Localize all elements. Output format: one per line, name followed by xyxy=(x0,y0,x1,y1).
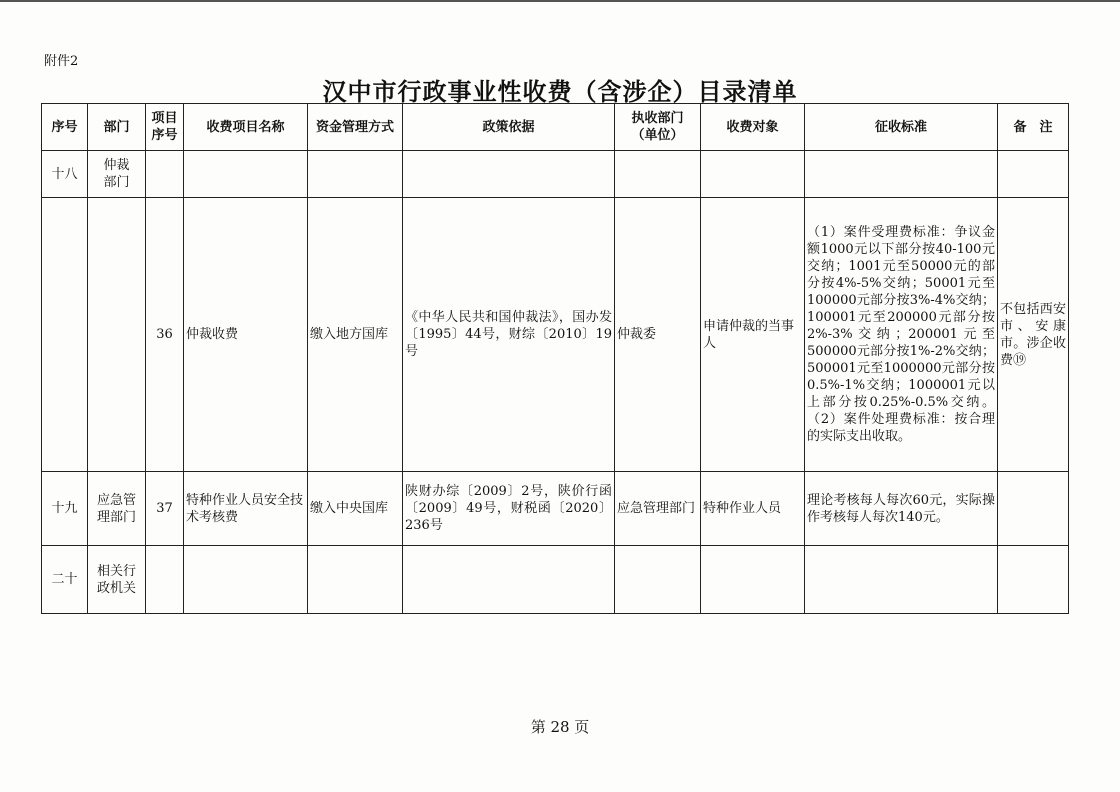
cell-dept: 仲裁 部门 xyxy=(88,151,146,198)
table-row xyxy=(42,198,1069,472)
cell-fund xyxy=(308,151,403,198)
cell-fund: 缴入地方国库 xyxy=(308,198,403,472)
cell-target xyxy=(701,151,805,198)
cell-remark xyxy=(998,546,1069,614)
cell-remark: 不包括西安市、安康市。涉企收费⑲ xyxy=(998,198,1069,472)
cell-target xyxy=(701,546,805,614)
cell-item-seq: 37 xyxy=(146,472,184,546)
cell-standard: （1）案件受理费标准：争议金额1000元以下部分按40-100元交纳；1001元至50000元的部分按4%-5%交纳；50001元至100000元部分按3%-4%交纳；100001元至200000元部分按2%-3%交纳；200001元至500000元部分按1%-2%交纳；500001元至1000000元部分按0.5%-1%交纳；1000001元以上部分按0.25%-0.5%交纳。（2）案件处理费标准：按合理的实际支出收取。 xyxy=(805,198,998,472)
cell-dept: 相关行 政机关 xyxy=(88,546,146,614)
header-name: 收费项目名称 xyxy=(184,104,308,151)
cell-policy xyxy=(403,151,615,198)
scan-border xyxy=(0,0,1120,2)
attachment-label: 附件2 xyxy=(44,54,79,69)
cell-policy: 《中华人民共和国仲裁法》，国办发〔1995〕44号，财综〔2010〕19号 xyxy=(403,198,615,472)
cell-target: 特种作业人员 xyxy=(701,472,805,546)
cell-seq: 二十 xyxy=(42,546,88,614)
page-title: 汉中市行政事业性收费（含涉企）目录清单 xyxy=(322,77,798,106)
cell-remark xyxy=(998,151,1069,198)
header-policy: 政策依据 xyxy=(403,104,615,151)
cell-collector: 应急管理部门 xyxy=(615,472,701,546)
cell-dept: 应急管 理部门 xyxy=(88,472,146,546)
cell-standard xyxy=(805,151,998,198)
cell-standard: 理论考核每人每次60元，实际操作考核每人每次140元。 xyxy=(805,472,998,546)
cell-fund xyxy=(308,546,403,614)
cell-collector xyxy=(615,546,701,614)
cell-policy: 陕财办综〔2009〕2号，陕价行函〔2009〕49号，财税函〔2020〕236号 xyxy=(403,472,615,546)
cell-collector: 仲裁委 xyxy=(615,198,701,472)
cell-seq: 十九 xyxy=(42,472,88,546)
cell-item-seq: 36 xyxy=(146,198,184,472)
fee-table xyxy=(41,103,1069,614)
cell-standard xyxy=(805,546,998,614)
page-number: 第 28 页 xyxy=(530,718,590,736)
cell-name xyxy=(184,151,308,198)
header-item-seq: 项目 序号 xyxy=(146,104,184,151)
header-fund: 资金管理方式 xyxy=(308,104,403,151)
cell-name xyxy=(184,546,308,614)
table-row xyxy=(42,151,1069,198)
cell-name: 仲裁收费 xyxy=(184,198,308,472)
cell-item-seq xyxy=(146,151,184,198)
cell-fund: 缴入中央国库 xyxy=(308,472,403,546)
header-target: 收费对象 xyxy=(701,104,805,151)
cell-remark xyxy=(998,472,1069,546)
cell-item-seq xyxy=(146,546,184,614)
table-row xyxy=(42,546,1069,614)
cell-seq: 十八 xyxy=(42,151,88,198)
header-standard: 征收标准 xyxy=(805,104,998,151)
header-seq: 序号 xyxy=(42,104,88,151)
table-row xyxy=(42,472,1069,546)
cell-name: 特种作业人员安全技术考核费 xyxy=(184,472,308,546)
header-row xyxy=(42,104,1069,151)
cell-seq xyxy=(42,198,88,472)
header-collector: 执收部门 （单位） xyxy=(615,104,701,151)
cell-policy xyxy=(403,546,615,614)
cell-collector xyxy=(615,151,701,198)
header-remark: 备 注 xyxy=(998,104,1069,151)
cell-target: 申请仲裁的当事人 xyxy=(701,198,805,472)
cell-dept xyxy=(88,198,146,472)
header-dept: 部门 xyxy=(88,104,146,151)
